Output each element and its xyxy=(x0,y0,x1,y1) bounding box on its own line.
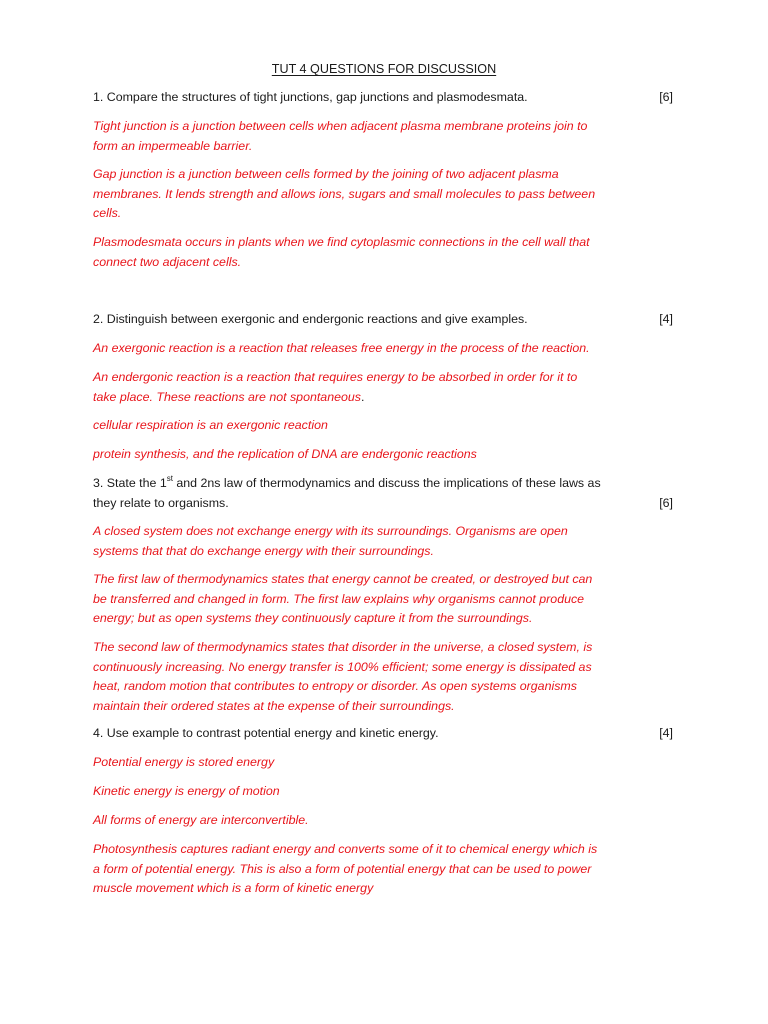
answer-line: a form of potential energy. This is also a form of potential energy that can be used to power xyxy=(93,861,592,876)
question-4-marks: [4] xyxy=(659,726,673,740)
question-3-sup: st xyxy=(166,473,173,483)
question-2 xyxy=(93,310,673,330)
answer-text: take place. These reactions are not spontaneous xyxy=(93,389,361,404)
question-1-marks: [6] xyxy=(659,90,673,104)
answer-line: cellular respiration is an exergonic reaction xyxy=(93,418,328,432)
answer-line: maintain their ordered states at the expense of their surroundings. xyxy=(93,698,455,713)
answer-line: Plasmodesmata occurs in plants when we find cytoplasmic connections in the cell wall that xyxy=(93,235,590,249)
answer-line: The second law of thermodynamics states that disorder in the universe, a closed system, is xyxy=(93,640,593,654)
answer-line: Tight junction is a junction between cells when adjacent plasma membrane proteins join to xyxy=(93,119,588,133)
answer-line: protein synthesis, and the replication of DNA are endergonic reactions xyxy=(93,447,477,461)
question-1-text: 1. Compare the structures of tight junctions, gap junctions and plasmodesmata. xyxy=(93,90,528,104)
answer-line: continuously increasing. No energy transfer is 100% efficient; some energy is dissipated as xyxy=(93,659,592,674)
answer-line: be transferred and changed in form. The first law explains why organisms cannot produce xyxy=(93,591,585,606)
answer-line xyxy=(93,388,673,408)
trailing-period: . xyxy=(360,389,365,404)
answer-line: muscle movement which is a form of kinetic energy xyxy=(93,881,374,895)
question-4 xyxy=(93,724,673,744)
question-3 xyxy=(93,474,673,494)
answer-line: energy; but as open systems they continuously capture it from the surroundings. xyxy=(93,611,533,625)
answer-line: All forms of energy are interconvertible. xyxy=(93,813,309,827)
page-title: TUT 4 QUESTIONS FOR DISCUSSION xyxy=(271,62,497,76)
question-2-marks: [4] xyxy=(659,312,673,326)
answer-line: A closed system does not exchange energy with its surroundings. Organisms are open xyxy=(93,524,568,538)
answer-line: heat, random motion that contributes to entropy or disorder. As open systems organisms xyxy=(93,679,577,693)
question-3-text-pre: 3. State the 1 xyxy=(93,476,167,490)
answer-line: Gap junction is a junction between cells formed by the joining of two adjacent plasma xyxy=(93,167,559,181)
answer-line: membranes. It lends strength and allows ions, sugars and small molecules to pass between xyxy=(93,186,596,201)
question-1 xyxy=(93,88,673,108)
answer-line: connect two adjacent cells. xyxy=(93,254,242,269)
question-4-text: 4. Use example to contrast potential energy and kinetic energy. xyxy=(93,726,439,740)
answer-line: An endergonic reaction is a reaction that requires energy to be absorbed in order for it to xyxy=(93,370,578,384)
question-2-text: 2. Distinguish between exergonic and endergonic reactions and give examples. xyxy=(93,312,528,326)
answer-line: cells. xyxy=(93,206,122,220)
question-3-text-line2: they relate to organisms. xyxy=(93,495,229,510)
question-3-marks: [6] xyxy=(659,495,673,510)
question-3-text-post: and 2ns law of thermodynamics and discuss the implications of these laws as xyxy=(172,476,601,490)
answer-line: form an impermeable barrier. xyxy=(93,138,253,153)
answer-line: The first law of thermodynamics states that energy cannot be created, or destroyed but can xyxy=(93,572,593,586)
question-3-line-2 xyxy=(93,494,673,514)
answer-line: Kinetic energy is energy of motion xyxy=(93,784,280,798)
answer-line: Photosynthesis captures radiant energy and converts some of it to chemical energy which is xyxy=(93,842,598,856)
answer-line: systems that that do exchange energy with their surroundings. xyxy=(93,543,434,558)
answer-line: Potential energy is stored energy xyxy=(93,755,275,769)
answer-line: An exergonic reaction is a reaction that releases free energy in the process of the reaction. xyxy=(93,341,590,355)
